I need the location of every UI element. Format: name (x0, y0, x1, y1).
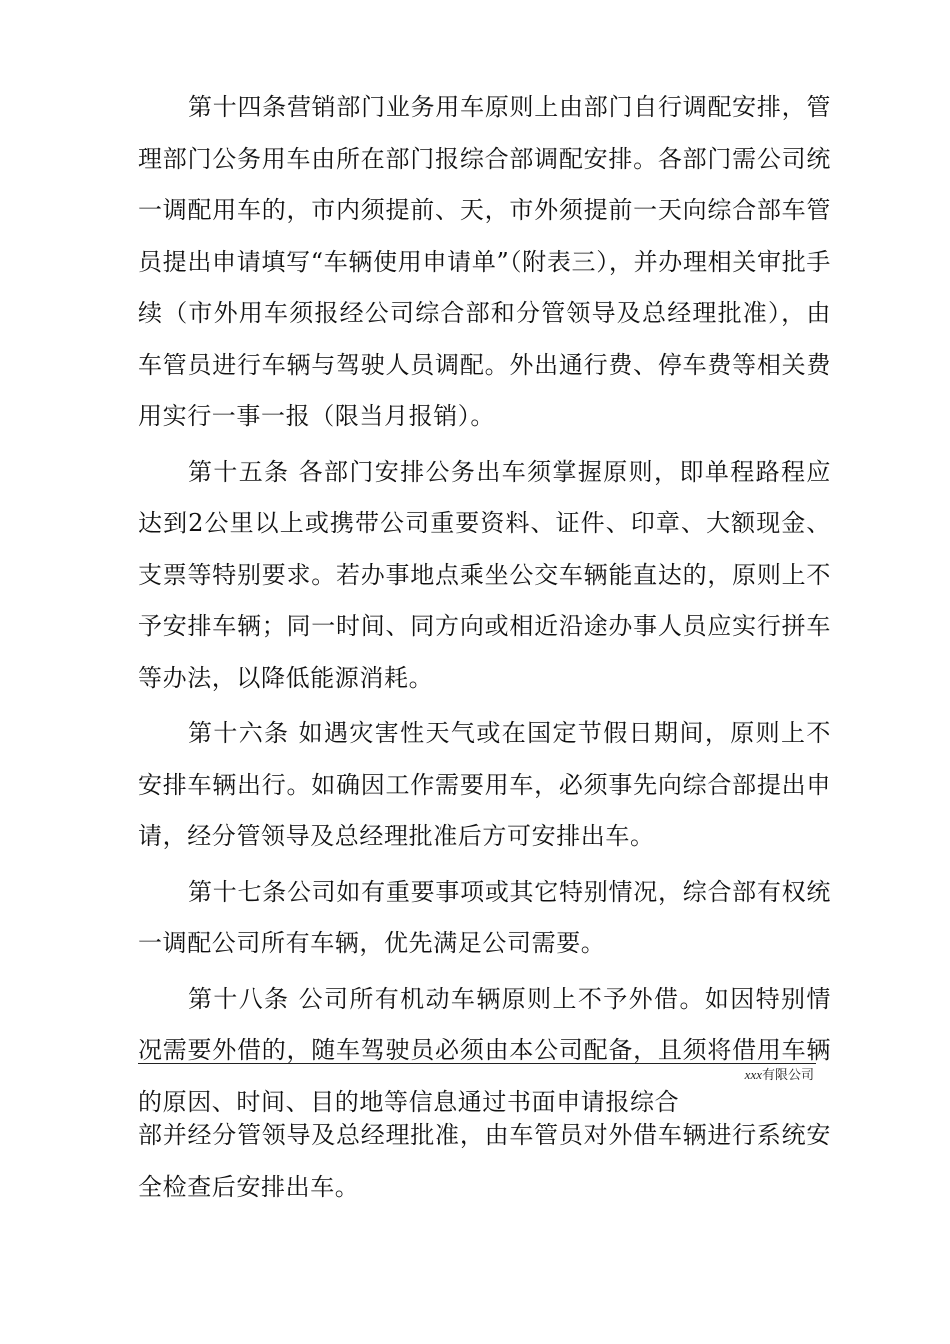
next-page-body (138, 1110, 831, 1213)
article-15-paragraph: 第十五条 各部门安排公务出车须掌握原则，即单程路程应达到2公里以上或携带公司重要资料、证件、印章、大额现金、支票等特别要求。若办事地点乘坐公交车辆能直达的，原则上不予安排车辆；同一时间、同方向或相近沿途办事人员应实行拼车等办法，以降低能源消耗。 (138, 457, 831, 692)
article-16-paragraph: 第十六条 如遇灾害性天气或在国定节假日期间，原则上不安排车辆出行。如确因工作需要用车，必须事先向综合部提出申请，经分管领导及总经理批准后方可安排出车。 (138, 719, 831, 850)
footer-company-prefix: xxx (744, 1067, 762, 1082)
article-18-continuation: 部并经分管领导及总经理批准，由车管员对外借车辆进行系统安全检查后安排出车。 (138, 1121, 831, 1201)
footer-divider (138, 1063, 816, 1064)
footer-company-name (745, 1067, 814, 1083)
article-18-paragraph: 第十八条 公司所有机动车辆原则上不予外借。如因特别情况需要外借的，随车驾驶员必须由本公司配备，且须将借用车辆的原因、时间、目的地等信息通过书面申请报综合 (138, 984, 831, 1116)
page-body (138, 82, 831, 1128)
article-14-paragraph: 第十四条营销部门业务用车原则上由部门自行调配安排，管理部门公务用车由所在部门报综合部调配安排。各部门需公司统一调配用车的，市内须提前、天，市外须提前一天向综合部车管员提出申请填写“车辆使用申请单”（附表三），并办理相关审批手续（市外用车须报经公司综合部和分管领导及总经理批准），由车管员进行车辆与驾驶人员调配。外出通行费、停车费等相关费用实行一事一报（限当月报销）。 (138, 93, 831, 430)
article-17-paragraph: 第十七条公司如有重要事项或其它特别情况，综合部有权统一调配公司所有车辆，优先满足公司需要。 (138, 877, 831, 957)
footer-company-suffix: 有限公司 (761, 1067, 814, 1082)
